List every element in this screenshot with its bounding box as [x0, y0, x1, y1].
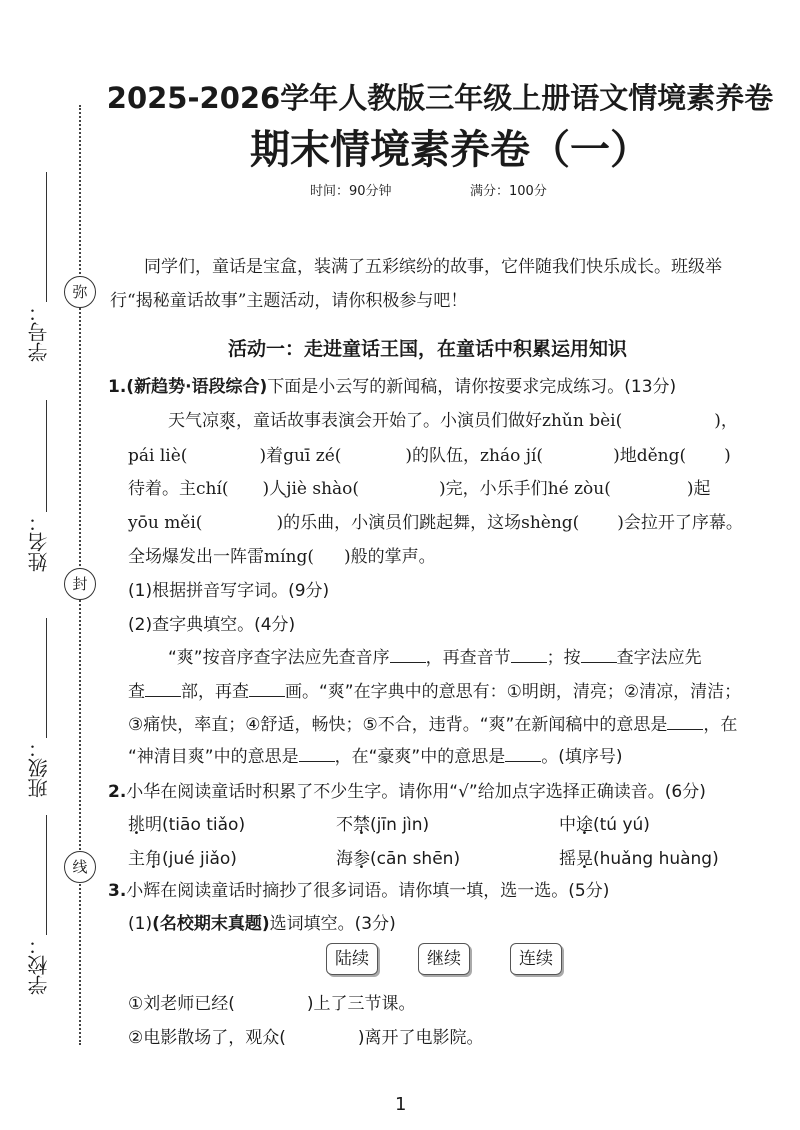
exam-time: 时间：90分钟 [310, 184, 392, 199]
passage-line-3 [128, 474, 711, 499]
sentence-text: ②电影散场了，观众( [128, 1028, 286, 1048]
dict-text: “神清目爽”中的意思是 [128, 747, 299, 767]
dict-line-1 [168, 643, 702, 668]
dotted-char: 禁 [353, 815, 370, 835]
dict-text: ，在 [703, 715, 738, 735]
class-label: 班级： [27, 738, 51, 798]
q2-number: 2. [108, 782, 127, 802]
word-option-luxu[interactable]: 陆续 [326, 943, 378, 975]
q3-sentence-2 [128, 1023, 484, 1048]
passage-line-4 [128, 508, 743, 533]
q2-item[interactable] [336, 810, 429, 835]
dict-text: “爽”按音序查字法应先查音序 [168, 648, 390, 668]
pinyin-prompt: chí( [196, 479, 229, 499]
sub-tag: (名校期末真题) [152, 914, 270, 934]
dict-text: 查字法应先 [616, 648, 702, 668]
word-option-jixu[interactable]: 继续 [418, 943, 470, 975]
seal-char-mi: 弥 [64, 276, 96, 308]
dotted-char: 途 [576, 815, 593, 835]
passage-text: )会拉开了序幕。 [617, 513, 743, 533]
item-text: 海 [336, 849, 353, 869]
dict-line-4 [128, 742, 623, 767]
q3-text: 小辉在阅读童话时摘抄了很多词语。请你填一填，选一选。(5分) [126, 881, 610, 901]
word-option-lianxu[interactable]: 连续 [510, 943, 562, 975]
fill-blank[interactable] [505, 747, 541, 762]
pinyin-prompt: zhǔn bèi( [542, 411, 623, 431]
q1-text: 下面是小云写的新闻稿，请你按要求完成练习。(13分) [267, 377, 677, 397]
passage-text: )地 [613, 446, 637, 466]
item-pinyin-options[interactable]: (huǎng huàng) [593, 849, 719, 869]
passage-line-5 [128, 542, 436, 567]
pinyin-prompt: pái liè( [128, 446, 188, 466]
pinyin-prompt: míng( [264, 547, 315, 567]
item-text: 主 [128, 849, 145, 869]
question-2 [108, 777, 706, 802]
dotted-char: 爽 [219, 411, 236, 431]
pinyin-prompt: hé zòu( [547, 479, 611, 499]
paper-title: 2025-2026学年人教版三年级上册语文情境素养卷 [106, 81, 774, 115]
question-3 [108, 876, 609, 901]
q2-text: 小华在阅读童话时积累了不少生字。请你用“√”给加点字选择正确读音。(6分) [126, 782, 706, 802]
passage-text: )人 [262, 479, 287, 499]
passage-text: )起 [686, 479, 711, 499]
dotted-char: 参 [353, 849, 370, 869]
intro-line-1: 同学们，童话是宝盒，装满了五彩缤纷的故事，它伴随我们快乐成长。班级举 [144, 257, 722, 277]
passage-text: ) [724, 446, 731, 466]
item-pinyin-options[interactable]: (jué jiǎo) [162, 849, 237, 869]
q3-sentence-1 [128, 989, 416, 1014]
activity-1-heading: 活动一：走进童话王国，在童话中积累运用知识 [228, 338, 628, 360]
item-pinyin-options[interactable]: (cān shēn) [370, 849, 461, 869]
dict-text: 画。“爽”在字典中的意思有：①明朗，清亮；②清凉，清洁； [285, 682, 742, 702]
name-line[interactable] [46, 400, 47, 512]
student-id-label: 学号： [27, 302, 51, 362]
passage-text: 待着。主 [128, 479, 196, 499]
sentence-text: ①刘老师已经( [128, 994, 235, 1014]
sub-text: 选词填空。(3分) [269, 914, 396, 934]
passage-text: ，童话故事表演会开始了。小演员们做好 [236, 411, 542, 431]
seal-char-xian: 线 [64, 851, 96, 883]
item-text: 摇 [559, 849, 576, 869]
q3-number: 3. [108, 881, 127, 901]
name-label: 姓名： [27, 512, 51, 572]
dict-text: 查 [128, 682, 145, 702]
passage-text: )的队伍， [405, 446, 481, 466]
q1-number: 1. [108, 377, 127, 397]
q1-sub-1: (1)根据拼音写字词。(9分) [128, 581, 330, 601]
q2-item[interactable] [128, 810, 245, 835]
fill-blank[interactable] [249, 682, 285, 697]
q2-item[interactable] [128, 844, 237, 869]
q1-tag: (新趋势·语段综合) [126, 377, 268, 397]
item-pinyin-options[interactable]: (jīn jìn) [370, 815, 430, 835]
passage-line-1 [168, 406, 738, 431]
sub-number: (1) [128, 914, 153, 934]
dict-text: ③痛快，率直；④舒适，畅快；⑤不合，违背。“爽”在新闻稿中的意思是 [128, 715, 668, 735]
item-text: 不 [336, 815, 353, 835]
passage-text: 天气凉 [168, 411, 219, 431]
passage-text: )着 [259, 446, 284, 466]
class-line[interactable] [46, 618, 47, 738]
dict-line-3 [128, 710, 737, 735]
q3-sub-1 [128, 909, 396, 934]
passage-line-2 [128, 441, 731, 466]
question-1 [108, 372, 676, 397]
passage-text: )般的掌声。 [344, 547, 436, 567]
dict-text: ；按 [546, 648, 581, 668]
pinyin-prompt: zháo jí( [480, 446, 544, 466]
pinyin-prompt: jiè shào( [286, 479, 360, 499]
q2-item[interactable] [559, 844, 719, 869]
page-number: 1 [395, 1094, 407, 1115]
student-id-line[interactable] [46, 172, 47, 302]
q2-item[interactable] [559, 810, 650, 835]
passage-text: )的乐曲，小演员们跳起舞，这场 [276, 513, 522, 533]
school-line[interactable] [46, 815, 47, 935]
intro-line-2: 行“揭秘童话故事”主题活动，请你积极参与吧！ [110, 291, 468, 311]
q2-item[interactable] [336, 844, 460, 869]
item-pinyin-options[interactable]: 明(tiāo tiǎo) [145, 815, 246, 835]
dotted-char: 晃 [576, 849, 593, 869]
dict-text: ，在“豪爽”中的意思是 [334, 747, 506, 767]
paper-subtitle: 期末情境素养卷（一） [250, 127, 650, 173]
pinyin-prompt: shèng( [521, 513, 580, 533]
dict-text: 。(填序号) [541, 747, 623, 767]
passage-text: )完，小乐手们 [439, 479, 548, 499]
item-pinyin-options[interactable]: (tú yú) [593, 815, 650, 835]
sentence-text: )上了三节课。 [306, 994, 416, 1014]
dict-text: ，再查音节 [425, 648, 511, 668]
full-score: 满分：100分 [470, 184, 547, 199]
seal-char-feng: 封 [64, 568, 96, 600]
fill-blank[interactable] [299, 747, 335, 762]
pinyin-prompt: guī zé( [283, 446, 342, 466]
dotted-char: 挑 [128, 815, 145, 835]
fill-blank[interactable] [145, 682, 181, 697]
item-text: 中 [559, 815, 576, 835]
school-label: 学校： [27, 935, 51, 995]
dict-text: 部，再查 [181, 682, 249, 702]
pinyin-prompt: děng( [636, 446, 687, 466]
dict-line-2 [128, 677, 741, 702]
passage-text: 全场爆发出一阵雷 [128, 547, 264, 567]
q1-sub-2: (2)查字典填空。(4分) [128, 615, 296, 635]
fill-blank[interactable] [581, 648, 617, 663]
sentence-text: )离开了电影院。 [357, 1028, 484, 1048]
dotted-char: 角 [145, 849, 162, 869]
fill-blank[interactable] [511, 648, 547, 663]
passage-text: )， [714, 411, 738, 431]
fill-blank[interactable] [390, 648, 426, 663]
pinyin-prompt: yōu měi( [128, 513, 203, 533]
fill-blank[interactable] [667, 715, 703, 730]
